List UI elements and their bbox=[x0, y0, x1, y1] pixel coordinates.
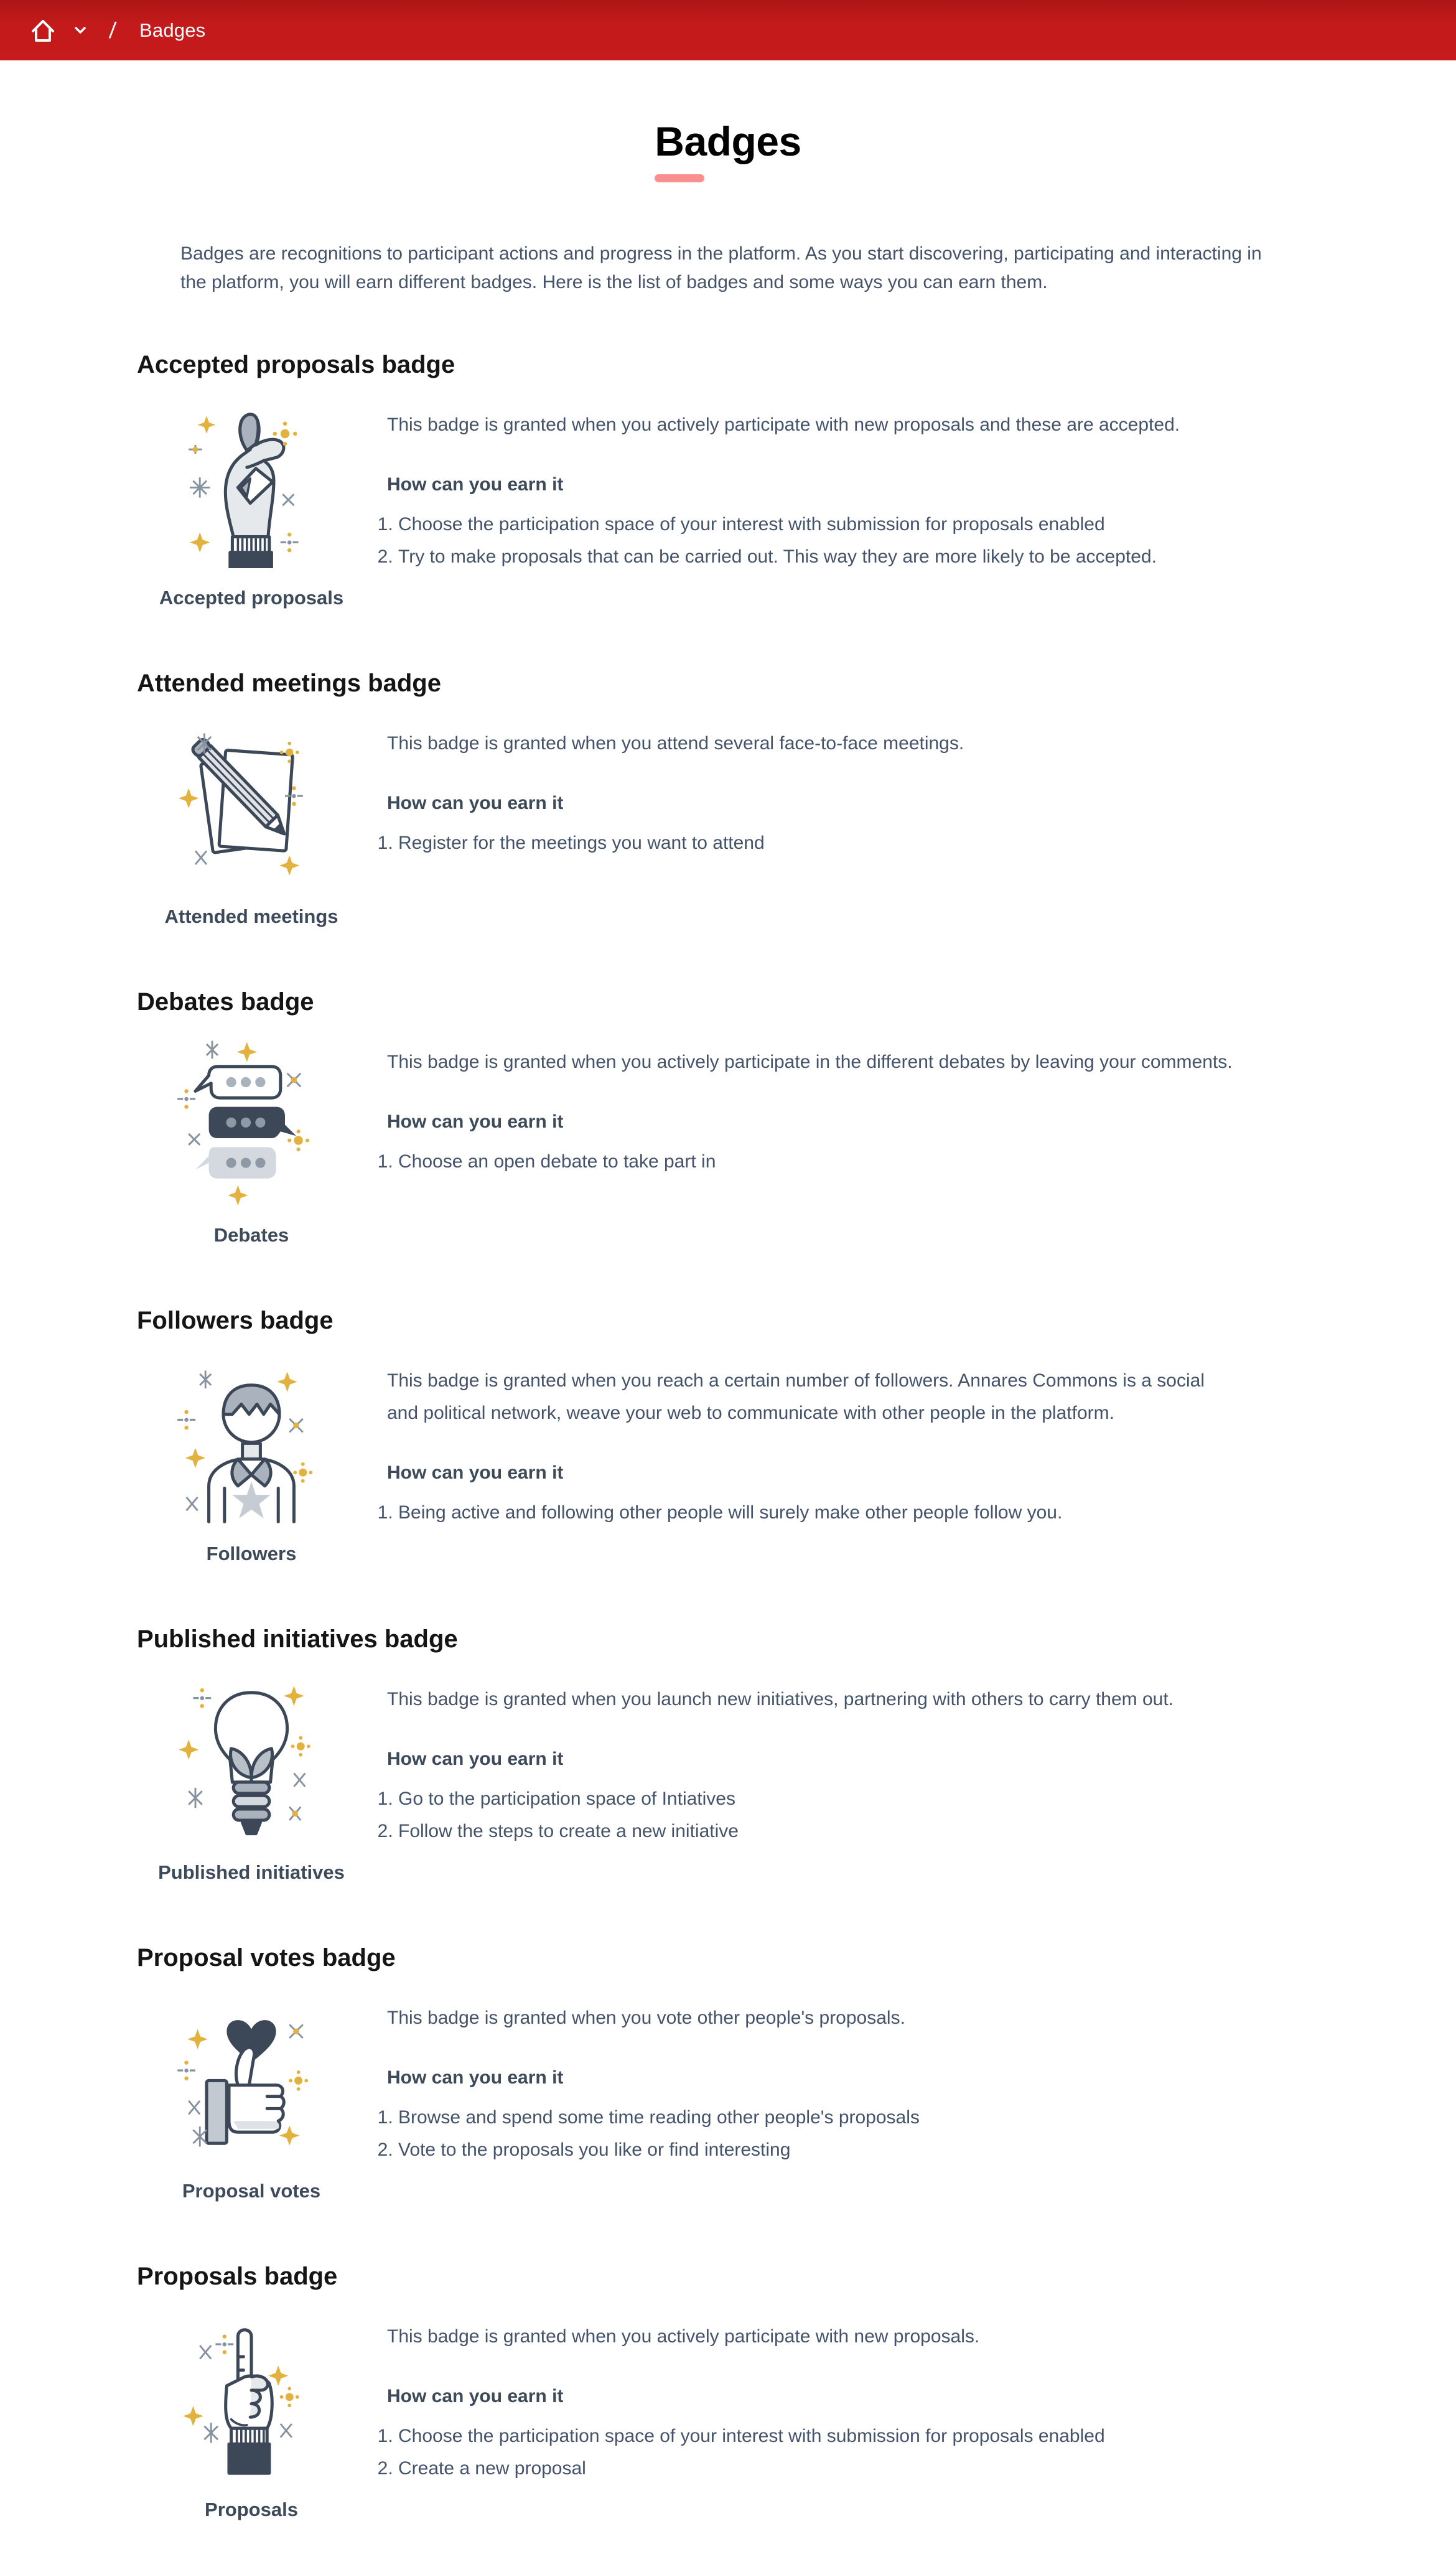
speech-bubbles-icon bbox=[173, 1037, 330, 1205]
badge-caption: Published initiatives bbox=[158, 1861, 345, 1883]
badge-figure bbox=[137, 1993, 366, 2202]
earn-step: 2. Try to make proposals that can be carried out. This way they are more likely to be accepted. bbox=[398, 541, 1237, 573]
how-earn-heading: How can you earn it bbox=[387, 2067, 564, 2088]
earn-step: 2. Create a new proposal bbox=[398, 2453, 1237, 2485]
earn-steps-list bbox=[366, 827, 1237, 859]
how-earn-heading: How can you earn it bbox=[387, 793, 564, 813]
badge-description: This badge is granted when you attend several face-to-face meetings. bbox=[387, 733, 964, 754]
badge-section-title: Attended meetings badge bbox=[137, 670, 441, 697]
badge-section-published-initiatives bbox=[137, 1625, 1319, 1884]
lightbulb-icon bbox=[173, 1675, 330, 1843]
pointing-hand-icon bbox=[173, 2312, 330, 2480]
badge-figure bbox=[137, 2312, 366, 2521]
badge-caption: Followers bbox=[206, 1543, 297, 1564]
how-earn-heading: How can you earn it bbox=[387, 2386, 564, 2406]
breadcrumb-bar bbox=[0, 0, 1456, 60]
badge-figure bbox=[137, 1675, 366, 1884]
page-title: Badges bbox=[655, 118, 801, 164]
breadcrumb-separator: / bbox=[108, 17, 118, 43]
badge-section-debates bbox=[137, 988, 1319, 1246]
badge-section-title: Debates badge bbox=[137, 988, 314, 1016]
earn-step: 1. Choose the participation space of your interest with submission for proposals enabled bbox=[398, 508, 1237, 541]
earn-step: 2. Vote to the proposals you like or find interesting bbox=[398, 2134, 1237, 2166]
person-star-icon bbox=[173, 1356, 330, 1524]
breadcrumb-current: Badges bbox=[139, 19, 206, 41]
earn-steps-list bbox=[366, 2420, 1237, 2485]
badge-section-title: Published initiatives badge bbox=[137, 1625, 458, 1653]
badge-description: This badge is granted when you actively participate with new proposals. bbox=[387, 2326, 980, 2347]
badge-figure bbox=[137, 1356, 366, 1565]
thumbs-up-heart-icon bbox=[173, 1993, 330, 2161]
badge-description: This badge is granted when you actively participate in the different debates by leaving your comments. bbox=[387, 1052, 1233, 1072]
how-earn-heading: How can you earn it bbox=[387, 474, 564, 495]
earn-step: 1. Browse and spend some time reading other people's proposals bbox=[398, 2102, 1237, 2134]
badge-caption: Proposals bbox=[205, 2499, 298, 2520]
badge-section-proposals bbox=[137, 2262, 1319, 2521]
badge-caption: Debates bbox=[213, 1224, 289, 1246]
earn-steps-list bbox=[366, 1146, 1237, 1178]
badge-description: This badge is granted when you vote other people's proposals. bbox=[387, 2008, 905, 2028]
earn-steps-list bbox=[366, 1783, 1237, 1848]
page-title-block bbox=[0, 118, 1456, 182]
earn-step: 2. Follow the steps to create a new initiative bbox=[398, 1815, 1237, 1848]
how-earn-heading: How can you earn it bbox=[387, 1462, 564, 1483]
pencil-papers-icon bbox=[173, 719, 330, 887]
badge-section-title: Proposal votes badge bbox=[137, 1944, 396, 1971]
earn-step: 1. Choose an open debate to take part in bbox=[398, 1146, 1237, 1178]
badge-section-proposal-votes bbox=[137, 1943, 1319, 2202]
badge-section-title: Proposals badge bbox=[137, 2263, 338, 2290]
home-icon bbox=[30, 18, 56, 43]
badge-description: This badge is granted when you launch new initiatives, partnering with others to carry them out. bbox=[387, 1689, 1174, 1709]
how-earn-heading: How can you earn it bbox=[387, 1111, 564, 1132]
badge-caption: Proposal votes bbox=[182, 2180, 321, 2202]
badge-description: This badge is granted when you reach a certain number of followers. Annares Commons is a social and political network, weave your web to communicate with other people in the platform. bbox=[387, 1370, 1205, 1423]
earn-step: 1. Go to the participation space of Intiatives bbox=[398, 1783, 1237, 1815]
earn-steps-list bbox=[366, 508, 1237, 573]
home-link[interactable] bbox=[30, 18, 86, 43]
badge-caption: Attended meetings bbox=[164, 905, 338, 927]
badge-section-followers bbox=[137, 1306, 1319, 1565]
badge-section-accepted-proposals bbox=[137, 350, 1319, 609]
earn-step: 1. Being active and following other people will surely make other people follow you. bbox=[398, 1497, 1237, 1529]
earn-steps-list bbox=[366, 1497, 1237, 1529]
badge-section-title: Followers badge bbox=[137, 1307, 334, 1334]
earn-step: 1. Register for the meetings you want to attend bbox=[398, 827, 1237, 859]
intro-paragraph: Badges are recognitions to participant actions and progress in the platform. As you start discovering, participating and interacting in the platform, you will earn different badges. Here is the list of badges and some ways you can earn them. bbox=[180, 243, 1262, 292]
badge-description: This badge is granted when you actively participate with new proposals and these are accepted. bbox=[387, 414, 1180, 435]
earn-step: 1. Choose the participation space of your interest with submission for proposals enabled bbox=[398, 2420, 1237, 2453]
ok-hand-icon bbox=[173, 400, 330, 568]
earn-steps-list bbox=[366, 2102, 1237, 2166]
badge-caption: Accepted proposals bbox=[159, 587, 344, 609]
badge-figure bbox=[137, 1037, 366, 1246]
badge-figure bbox=[137, 719, 366, 928]
chevron-down-icon bbox=[75, 27, 86, 34]
badge-section-attended-meetings bbox=[137, 669, 1319, 928]
badge-section-title: Accepted proposals badge bbox=[137, 351, 455, 378]
badge-figure bbox=[137, 400, 366, 609]
title-underline bbox=[655, 174, 704, 182]
how-earn-heading: How can you earn it bbox=[387, 1749, 564, 1769]
